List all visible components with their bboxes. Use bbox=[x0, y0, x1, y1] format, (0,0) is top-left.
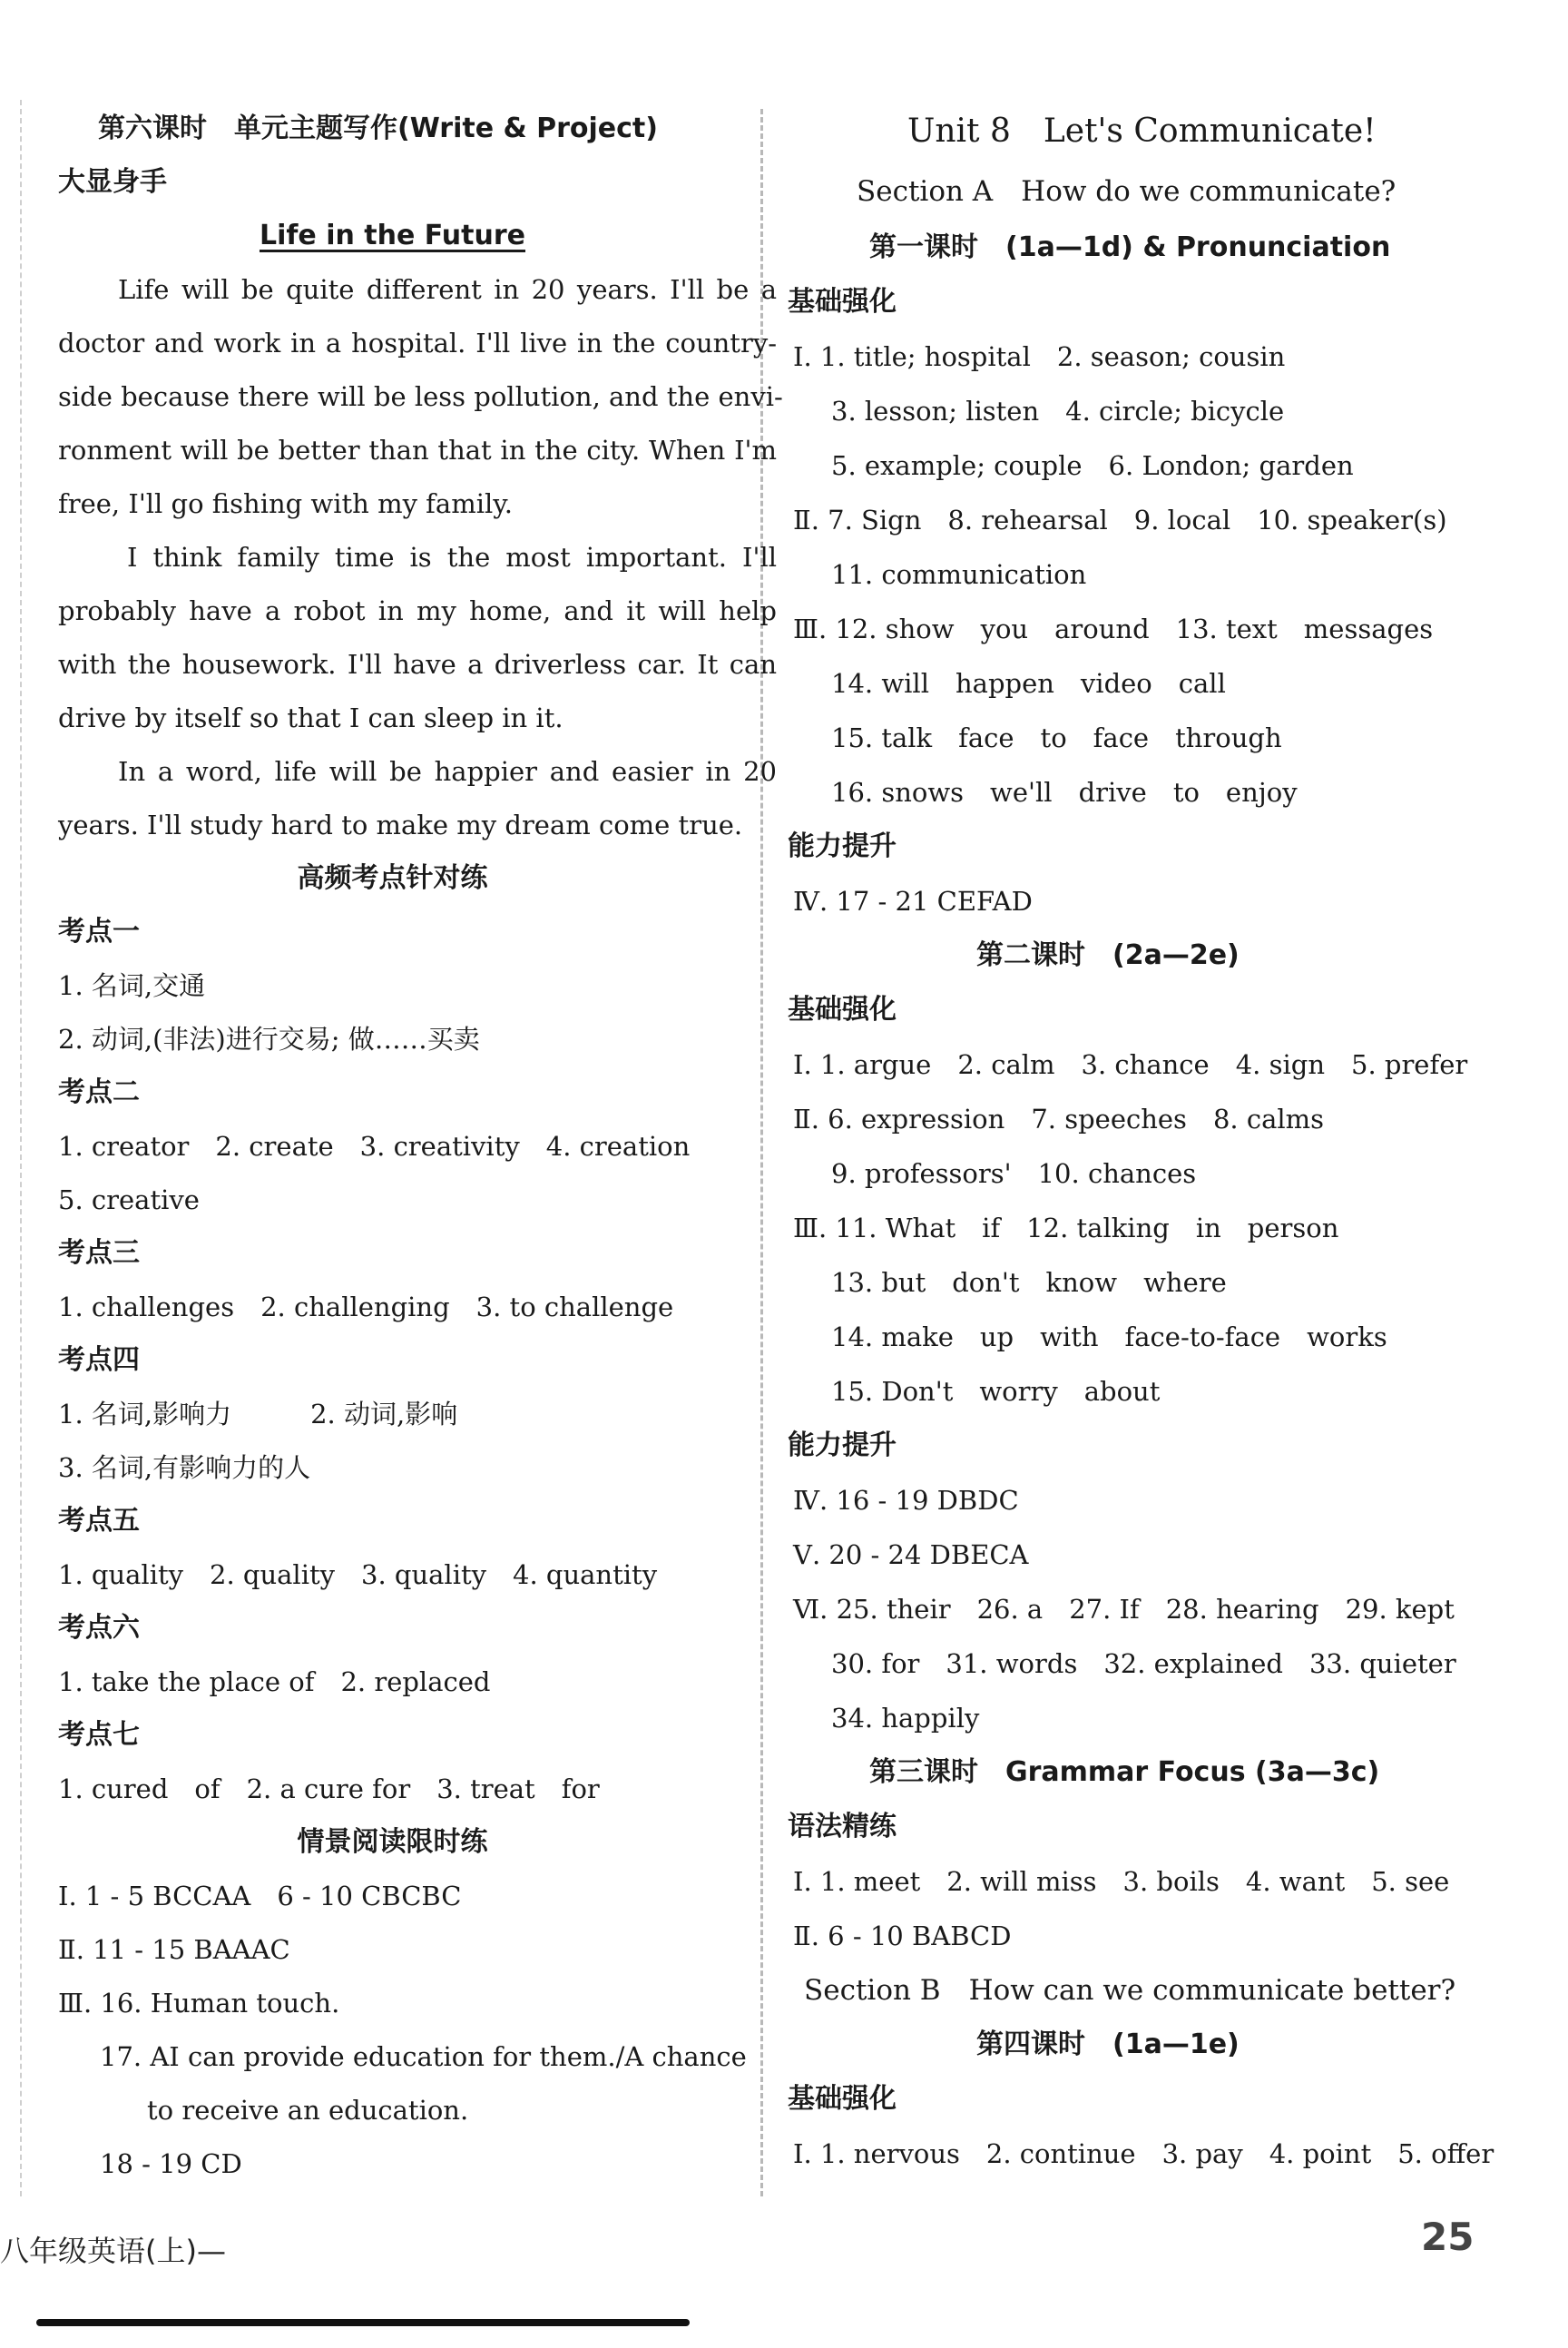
answer-line: 15. Don't worry about bbox=[831, 1376, 1161, 1407]
essay-line: with the housework. I'll have a driverless car. It can bbox=[58, 649, 777, 680]
answer-line: Ⅲ. 12. show you around 13. text messages bbox=[793, 614, 1434, 644]
answer-line: 30. for 31. words 32. explained 33. quieter bbox=[831, 1648, 1456, 1679]
kaodian-heading: 考点七 bbox=[58, 1719, 140, 1751]
answer-line: 17. AI can provide education for them./A chance bbox=[100, 2041, 747, 2072]
section-title: Section A How do we communicate? bbox=[857, 175, 1396, 208]
answer-line: 18 - 19 CD bbox=[100, 2148, 242, 2179]
essay-line: Life will be quite different in 20 years. I'll be a bbox=[118, 274, 777, 305]
answer-line: 14. make up with face-to-face works bbox=[831, 1321, 1387, 1352]
kaodian-heading: 考点四 bbox=[58, 1344, 140, 1376]
section-title: Section B How can we communicate better? bbox=[804, 1974, 1456, 2007]
answer-line: 14. will happen video call bbox=[831, 668, 1226, 699]
kaodian-heading: 考点二 bbox=[58, 1076, 140, 1108]
sub-heading: 能力提升 bbox=[788, 830, 897, 862]
section-heading: 大显身手 bbox=[58, 166, 167, 198]
answer-line: 1. 名词,交通 bbox=[58, 970, 206, 1001]
answer-line: Ⅱ. 7. Sign 8. rehearsal 9. local 10. speaker(s) bbox=[793, 505, 1447, 535]
unit-title: Unit 8 Let's Communicate! bbox=[907, 113, 1377, 150]
answer-line: Ⅰ. 1. nervous 2. continue 3. pay 4. point 5. offer bbox=[793, 2138, 1494, 2169]
answer-line: Ⅳ. 17 - 21 CEFAD bbox=[793, 886, 1033, 917]
essay-line: years. I'll study hard to make my dream come true. bbox=[58, 810, 743, 840]
answer-line: 1. 名词,影响力 2. 动词,影响 bbox=[58, 1399, 458, 1429]
answer-line: to receive an education. bbox=[147, 2095, 469, 2126]
answer-line: 1. quality 2. quality 3. quality 4. quantity bbox=[58, 1559, 658, 1590]
answer-line: Ⅲ. 16. Human touch. bbox=[58, 1988, 340, 2019]
answer-line: 2. 动词,(非法)进行交易; 做……买卖 bbox=[58, 1024, 480, 1055]
answer-line: Ⅰ. 1. title; hospital 2. season; cousin bbox=[793, 341, 1286, 372]
footer-text: 八年级英语(上)— bbox=[0, 2234, 226, 2268]
essay-title: Life in the Future bbox=[259, 220, 525, 251]
answer-line: 5. example; couple 6. London; garden bbox=[831, 450, 1354, 481]
essay-line: I think family time is the most important. I'll bbox=[127, 542, 777, 573]
kaodian-heading: 考点六 bbox=[58, 1612, 140, 1644]
answer-line: 13. but don't know where bbox=[831, 1267, 1227, 1298]
essay-line: In a word, life will be happier and easier in 20 bbox=[118, 756, 777, 787]
kaodian-heading: 考点一 bbox=[58, 916, 140, 948]
kaodian-heading: 考点三 bbox=[58, 1237, 140, 1269]
sub-heading: 基础强化 bbox=[788, 994, 897, 1026]
lesson-title: 第三课时 Grammar Focus (3a—3c) bbox=[869, 1756, 1380, 1788]
answer-line: Ⅱ. 6. expression 7. speeches 8. calms bbox=[793, 1104, 1325, 1135]
answer-line: 3. 名词,有影响力的人 bbox=[58, 1452, 311, 1483]
answer-line: 34. happily bbox=[831, 1703, 980, 1734]
essay-line: probably have a robot in my home, and it will help bbox=[58, 595, 777, 626]
essay-line: drive by itself so that I can sleep in it. bbox=[58, 702, 564, 733]
answer-line: 15. talk face to face through bbox=[831, 722, 1282, 753]
sub-heading: 基础强化 bbox=[788, 2083, 897, 2115]
kaodian-heading: 考点五 bbox=[58, 1505, 140, 1537]
essay-line: side because there will be less pollution, and the envi- bbox=[58, 381, 783, 412]
bottom-edge-bar bbox=[36, 2319, 690, 2326]
sub-heading: 语法精练 bbox=[788, 1811, 897, 1842]
essay-line: free, I'll go fishing with my family. bbox=[58, 488, 514, 519]
column-divider bbox=[760, 109, 763, 2196]
answer-line: Ⅰ. 1 - 5 BCCAA 6 - 10 CBCBC bbox=[58, 1881, 462, 1911]
lesson-title: 第六课时 单元主题写作(Write & Project) bbox=[98, 113, 658, 144]
lesson-title: 第一课时 (1a—1d) & Pronunciation bbox=[869, 231, 1391, 263]
section-heading: 情景阅读限时练 bbox=[297, 1826, 488, 1858]
answer-line: Ⅵ. 25. their 26. a 27. If 28. hearing 29. kept bbox=[793, 1594, 1455, 1625]
answer-line: Ⅳ. 16 - 19 DBDC bbox=[793, 1485, 1019, 1516]
answer-line: 5. creative bbox=[58, 1184, 200, 1215]
sub-heading: 基础强化 bbox=[788, 286, 897, 318]
essay-line: ronment will be better than that in the city. When I'm bbox=[58, 435, 777, 466]
answer-line: 9. professors' 10. chances bbox=[831, 1158, 1197, 1189]
answer-line: 11. communication bbox=[831, 559, 1087, 590]
answer-line: 3. lesson; listen 4. circle; bicycle bbox=[831, 396, 1285, 427]
answer-line: 1. take the place of 2. replaced bbox=[58, 1666, 491, 1697]
section-heading: 高频考点针对练 bbox=[297, 862, 488, 894]
answer-line: Ⅰ. 1. meet 2. will miss 3. boils 4. want 5. see bbox=[793, 1866, 1450, 1897]
answer-line: 1. challenges 2. challenging 3. to challenge bbox=[58, 1292, 674, 1322]
answer-line: 16. snows we'll drive to enjoy bbox=[831, 777, 1298, 808]
answer-line: Ⅱ. 11 - 15 BAAAC bbox=[58, 1934, 290, 1965]
answer-line: 1. creator 2. create 3. creativity 4. creation bbox=[58, 1131, 691, 1162]
answer-line: 1. cured of 2. a cure for 3. treat for bbox=[58, 1773, 600, 1804]
page-edge-dashes bbox=[20, 100, 22, 2196]
page-number: 25 bbox=[1421, 2215, 1475, 2259]
lesson-title: 第四课时 (1a—1e) bbox=[976, 2029, 1240, 2060]
answer-line: Ⅰ. 1. argue 2. calm 3. chance 4. sign 5. prefer bbox=[793, 1049, 1468, 1080]
essay-line: doctor and work in a hospital. I'll live in the country- bbox=[58, 328, 777, 359]
answer-line: Ⅴ. 20 - 24 DBECA bbox=[793, 1539, 1029, 1570]
answer-line: Ⅱ. 6 - 10 BABCD bbox=[793, 1921, 1012, 1951]
lesson-title: 第二课时 (2a—2e) bbox=[976, 939, 1240, 971]
answer-line: Ⅲ. 11. What if 12. talking in person bbox=[793, 1213, 1339, 1243]
sub-heading: 能力提升 bbox=[788, 1429, 897, 1461]
